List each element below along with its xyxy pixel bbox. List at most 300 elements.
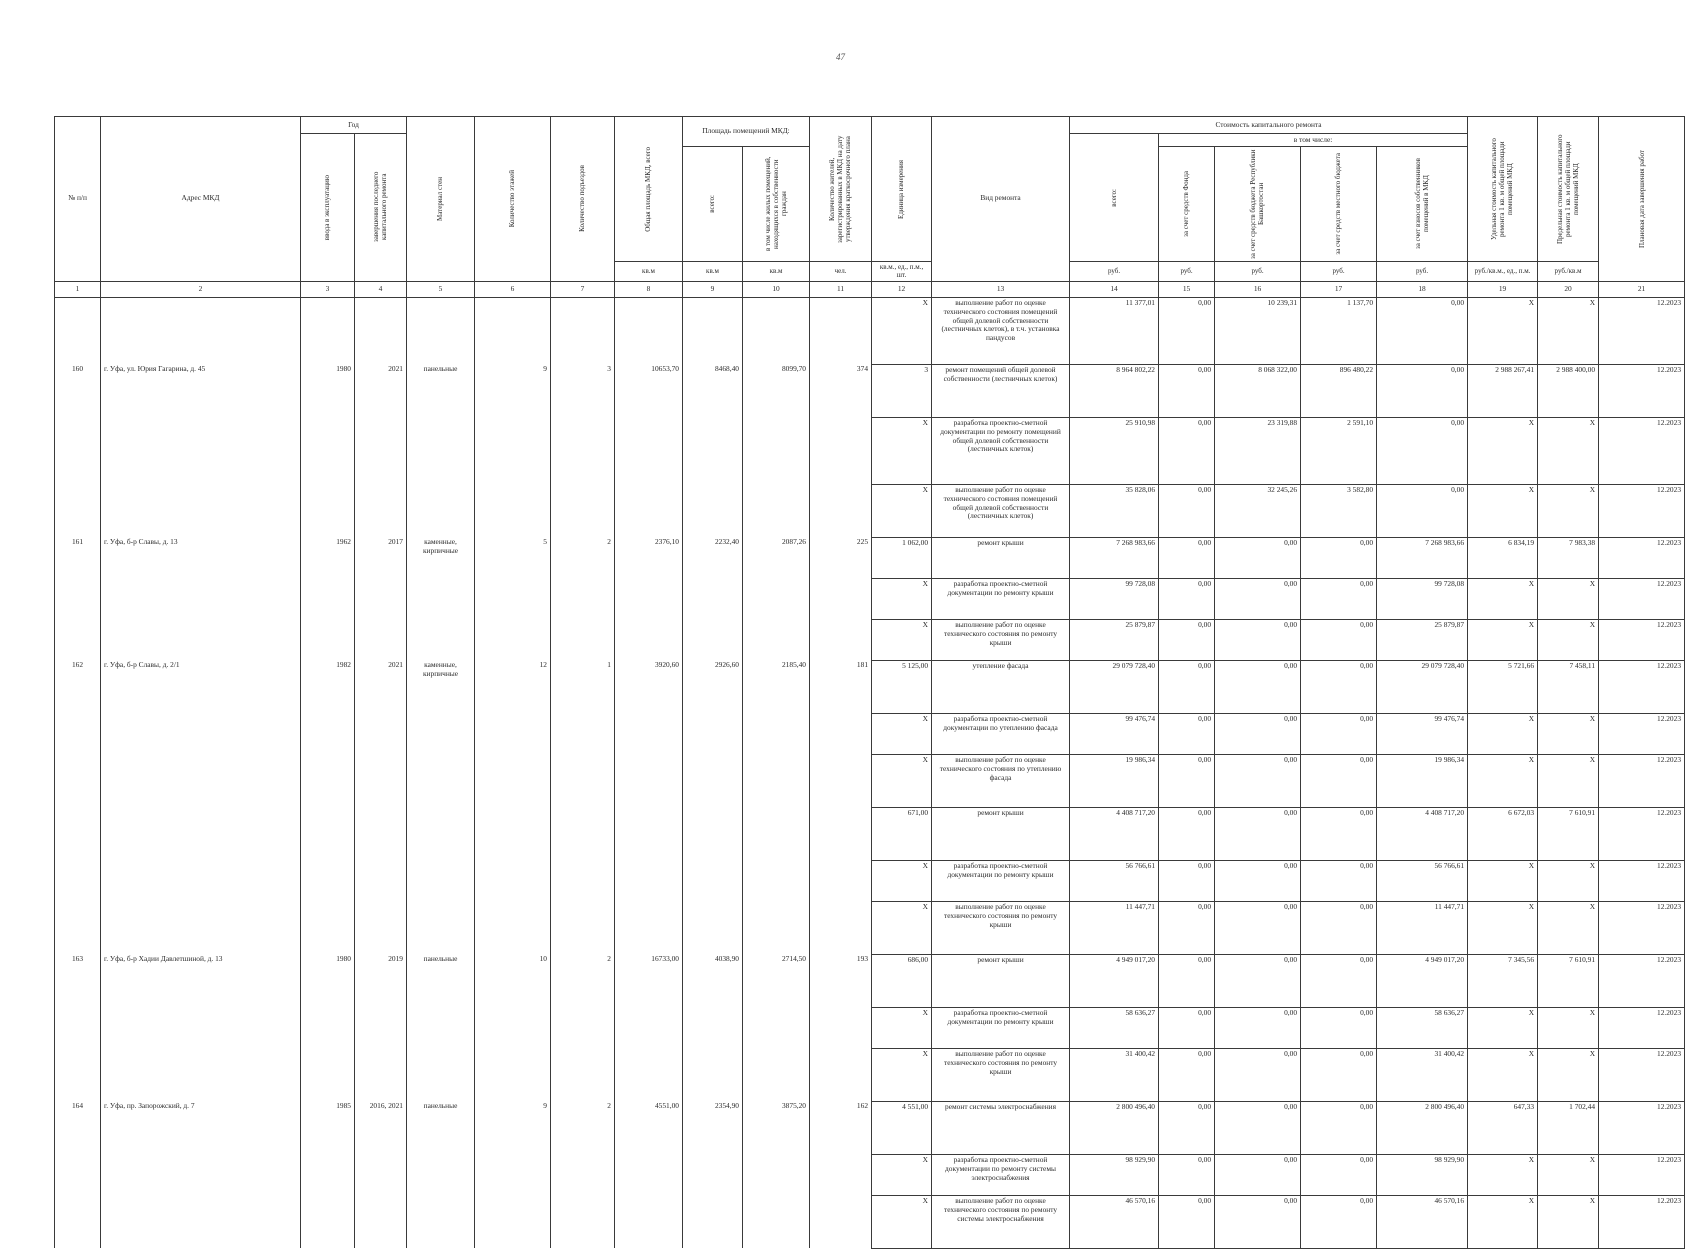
local-budget-cell: 2 591,10 [1301, 417, 1377, 484]
max-cost-cell: X [1538, 901, 1599, 954]
region-budget-cell: 0,00 [1215, 537, 1301, 578]
work-row [55, 807, 1685, 860]
address-cell: г. Уфа, б-р Славы, д. 13 [101, 537, 301, 578]
unit-col9: кв.м [683, 262, 743, 282]
col-number: 6 [475, 281, 551, 297]
planned-date-cell: 12.2023 [1599, 754, 1685, 807]
local-budget-cell: 0,00 [1301, 1154, 1377, 1195]
table-body [55, 297, 1685, 1248]
unit-col16: руб. [1215, 262, 1301, 282]
max-cost-cell: X [1538, 1154, 1599, 1195]
specific-cost-cell: X [1468, 484, 1538, 537]
premises-total-cell: 2232,40 [683, 537, 743, 578]
work-row [55, 417, 1685, 484]
cost-total-cell: 99 728,08 [1070, 578, 1159, 619]
residents-cell [810, 901, 872, 954]
quantity-cell: 671,00 [872, 807, 932, 860]
floors-cell [475, 1007, 551, 1048]
unit-col11: чел. [810, 262, 872, 282]
premises-total-cell [683, 484, 743, 537]
floors-cell [475, 297, 551, 364]
entrances-cell [551, 417, 615, 484]
total-area-cell [615, 754, 683, 807]
fund-cell: 0,00 [1159, 1101, 1215, 1154]
premises-owned-cell [743, 1154, 810, 1195]
entrances-cell [551, 901, 615, 954]
material-cell [407, 807, 475, 860]
work-row [55, 1007, 1685, 1048]
local-budget-cell: 0,00 [1301, 537, 1377, 578]
cost-total-cell: 11 447,71 [1070, 901, 1159, 954]
work-type-cell: ремонт крыши [932, 537, 1070, 578]
floors-cell [475, 417, 551, 484]
local-budget-cell: 3 582,80 [1301, 484, 1377, 537]
fund-cell: 0,00 [1159, 807, 1215, 860]
local-budget-cell: 0,00 [1301, 619, 1377, 660]
planned-date-cell: 12.2023 [1599, 1048, 1685, 1101]
col-number: 17 [1301, 281, 1377, 297]
premises-owned-cell [743, 807, 810, 860]
residents-cell [810, 619, 872, 660]
cost-total-cell: 98 929,90 [1070, 1154, 1159, 1195]
house-row [55, 954, 1685, 1007]
address-cell [101, 807, 301, 860]
house-row [55, 537, 1685, 578]
planned-date-cell: 12.2023 [1599, 1007, 1685, 1048]
fund-cell: 0,00 [1159, 954, 1215, 1007]
max-cost-cell: X [1538, 1007, 1599, 1048]
premises-owned-cell [743, 860, 810, 901]
premises-total-cell: 2354,90 [683, 1101, 743, 1154]
year-commission-cell: 1982 [301, 660, 355, 713]
unit-col15: руб. [1159, 262, 1215, 282]
quantity-cell: 686,00 [872, 954, 932, 1007]
header-cost-total: всего: [1070, 134, 1159, 262]
premises-owned-cell [743, 901, 810, 954]
floors-cell [475, 484, 551, 537]
fund-cell: 0,00 [1159, 1048, 1215, 1101]
specific-cost-cell: 647,33 [1468, 1101, 1538, 1154]
premises-total-cell [683, 619, 743, 660]
owners-cell: 29 079 728,40 [1377, 660, 1468, 713]
header-total-area: Общая площадь МКД, всего [615, 117, 683, 262]
entrances-cell: 2 [551, 954, 615, 1007]
floors-cell [475, 901, 551, 954]
region-budget-cell: 0,00 [1215, 754, 1301, 807]
specific-cost-cell: 6 672,03 [1468, 807, 1538, 860]
quantity-cell: X [872, 578, 932, 619]
planned-date-cell: 12.2023 [1599, 1101, 1685, 1154]
quantity-cell: 1 062,00 [872, 537, 932, 578]
year-commission-cell [301, 1007, 355, 1048]
year-last-repair-cell [355, 619, 407, 660]
house-number-cell [55, 1007, 101, 1048]
material-cell [407, 619, 475, 660]
owners-cell: 98 929,90 [1377, 1154, 1468, 1195]
material-cell [407, 713, 475, 754]
local-budget-cell: 0,00 [1301, 1101, 1377, 1154]
header-unit: Единица измерения [872, 117, 932, 262]
region-budget-cell: 0,00 [1215, 619, 1301, 660]
cost-total-cell: 8 964 802,22 [1070, 364, 1159, 417]
entrances-cell: 2 [551, 1101, 615, 1154]
address-cell [101, 1195, 301, 1248]
header-year: Год [301, 117, 407, 134]
entrances-cell [551, 807, 615, 860]
owners-cell: 25 879,87 [1377, 619, 1468, 660]
year-last-repair-cell: 2021 [355, 660, 407, 713]
header-entrances: Количество подъездов [551, 117, 615, 282]
year-commission-cell [301, 1048, 355, 1101]
owners-cell: 99 476,74 [1377, 713, 1468, 754]
floors-cell [475, 1195, 551, 1248]
col-number: 9 [683, 281, 743, 297]
col-number: 16 [1215, 281, 1301, 297]
planned-date-cell: 12.2023 [1599, 619, 1685, 660]
premises-owned-cell [743, 713, 810, 754]
owners-cell: 7 268 983,66 [1377, 537, 1468, 578]
specific-cost-cell: X [1468, 1007, 1538, 1048]
house-row [55, 364, 1685, 417]
work-row [55, 754, 1685, 807]
specific-cost-cell: 6 834,19 [1468, 537, 1538, 578]
total-area-cell: 2376,10 [615, 537, 683, 578]
fund-cell: 0,00 [1159, 1007, 1215, 1048]
col-number: 13 [932, 281, 1070, 297]
max-cost-cell: X [1538, 713, 1599, 754]
address-cell [101, 297, 301, 364]
owners-cell: 0,00 [1377, 417, 1468, 484]
premises-total-cell: 2926,60 [683, 660, 743, 713]
col-number: 15 [1159, 281, 1215, 297]
region-budget-cell: 8 068 322,00 [1215, 364, 1301, 417]
max-cost-cell: X [1538, 1048, 1599, 1101]
year-last-repair-cell [355, 484, 407, 537]
region-budget-cell: 0,00 [1215, 713, 1301, 754]
header-max-cost: Предельная стоимость капитального ремонта 1 кв. м общей площади помещений МКД [1538, 117, 1599, 262]
work-type-cell: разработка проектно-сметной документации по ремонту системы электроснабжения [932, 1154, 1070, 1195]
page-number: 47 [836, 52, 845, 62]
region-budget-cell: 0,00 [1215, 1154, 1301, 1195]
entrances-cell [551, 297, 615, 364]
total-area-cell [615, 901, 683, 954]
floors-cell [475, 754, 551, 807]
total-area-cell [615, 484, 683, 537]
address-cell [101, 754, 301, 807]
total-area-cell [615, 619, 683, 660]
specific-cost-cell: X [1468, 860, 1538, 901]
work-row [55, 713, 1685, 754]
floors-cell: 5 [475, 537, 551, 578]
planned-date-cell: 12.2023 [1599, 660, 1685, 713]
premises-owned-cell [743, 417, 810, 484]
header-floors: Количество этажей [475, 117, 551, 282]
max-cost-cell: X [1538, 1195, 1599, 1248]
material-cell: каменные, кирпичные [407, 660, 475, 713]
header-premises-owned: в том числе жилых помещений, находящихся в собственности граждан [743, 147, 810, 262]
house-row [55, 1101, 1685, 1154]
total-area-cell: 4551,00 [615, 1101, 683, 1154]
specific-cost-cell: 2 988 267,41 [1468, 364, 1538, 417]
year-last-repair-cell [355, 901, 407, 954]
work-type-cell: разработка проектно-сметной документации по ремонту крыши [932, 860, 1070, 901]
entrances-cell [551, 713, 615, 754]
year-last-repair-cell: 2017 [355, 537, 407, 578]
entrances-cell: 2 [551, 537, 615, 578]
house-number-cell [55, 417, 101, 484]
residents-cell: 162 [810, 1101, 872, 1154]
region-budget-cell: 0,00 [1215, 1007, 1301, 1048]
work-row [55, 297, 1685, 364]
planned-date-cell: 12.2023 [1599, 417, 1685, 484]
entrances-cell [551, 1007, 615, 1048]
house-number-cell [55, 1154, 101, 1195]
region-budget-cell: 0,00 [1215, 660, 1301, 713]
work-type-cell: выполнение работ по оценке технического состояния по ремонту системы электроснабжения [932, 1195, 1070, 1248]
unit-col14: руб. [1070, 262, 1159, 282]
year-commission-cell: 1980 [301, 364, 355, 417]
col-number: 12 [872, 281, 932, 297]
material-cell [407, 297, 475, 364]
entrances-cell [551, 619, 615, 660]
cost-total-cell: 7 268 983,66 [1070, 537, 1159, 578]
year-commission-cell [301, 901, 355, 954]
house-number-cell [55, 713, 101, 754]
premises-owned-cell: 3875,20 [743, 1101, 810, 1154]
address-cell [101, 1048, 301, 1101]
unit-col10: кв.м [743, 262, 810, 282]
entrances-cell [551, 1154, 615, 1195]
premises-total-cell [683, 860, 743, 901]
fund-cell: 0,00 [1159, 417, 1215, 484]
address-cell [101, 619, 301, 660]
entrances-cell [551, 1048, 615, 1101]
address-cell: г. Уфа, пр. Запорожский, д. 7 [101, 1101, 301, 1154]
fund-cell: 0,00 [1159, 1195, 1215, 1248]
header-year-last-repair: завершения последнего капитального ремонта [355, 134, 407, 282]
header-n: № п/п [55, 117, 101, 282]
region-budget-cell: 0,00 [1215, 1101, 1301, 1154]
cost-total-cell: 4 949 017,20 [1070, 954, 1159, 1007]
floors-cell [475, 1048, 551, 1101]
work-type-cell: разработка проектно-сметной документации по ремонту крыши [932, 578, 1070, 619]
cost-total-cell: 31 400,42 [1070, 1048, 1159, 1101]
specific-cost-cell: X [1468, 713, 1538, 754]
premises-total-cell [683, 578, 743, 619]
header-work: Вид ремонта [932, 117, 1070, 282]
year-commission-cell [301, 1195, 355, 1248]
entrances-cell [551, 578, 615, 619]
quantity-cell: 5 125,00 [872, 660, 932, 713]
premises-total-cell [683, 417, 743, 484]
address-cell: г. Уфа, б-р Хадии Давлетшиной, д. 13 [101, 954, 301, 1007]
total-area-cell [615, 578, 683, 619]
fund-cell: 0,00 [1159, 537, 1215, 578]
house-number-cell: 163 [55, 954, 101, 1007]
header-in-that: в том числе: [1159, 134, 1468, 147]
fund-cell: 0,00 [1159, 901, 1215, 954]
house-number-cell [55, 484, 101, 537]
work-type-cell: выполнение работ по оценке технического состояния помещений общей долевой собственности (лестничных клеток), в т.ч. установка пандусов [932, 297, 1070, 364]
region-budget-cell: 0,00 [1215, 807, 1301, 860]
fund-cell: 0,00 [1159, 297, 1215, 364]
year-last-repair-cell [355, 297, 407, 364]
specific-cost-cell: 5 721,66 [1468, 660, 1538, 713]
year-commission-cell: 1980 [301, 954, 355, 1007]
local-budget-cell: 0,00 [1301, 954, 1377, 1007]
col-number: 14 [1070, 281, 1159, 297]
premises-owned-cell [743, 578, 810, 619]
fund-cell: 0,00 [1159, 1154, 1215, 1195]
fund-cell: 0,00 [1159, 578, 1215, 619]
total-area-cell [615, 1195, 683, 1248]
unit-col20: руб./кв.м [1538, 262, 1599, 282]
local-budget-cell: 0,00 [1301, 1007, 1377, 1048]
work-row [55, 484, 1685, 537]
entrances-cell: 1 [551, 660, 615, 713]
floors-cell: 12 [475, 660, 551, 713]
total-area-cell: 10653,70 [615, 364, 683, 417]
year-commission-cell: 1985 [301, 1101, 355, 1154]
fund-cell: 0,00 [1159, 364, 1215, 417]
local-budget-cell: 0,00 [1301, 754, 1377, 807]
residents-cell: 225 [810, 537, 872, 578]
material-cell [407, 860, 475, 901]
quantity-cell: X [872, 417, 932, 484]
material-cell [407, 901, 475, 954]
year-last-repair-cell: 2016, 2021 [355, 1101, 407, 1154]
premises-owned-cell: 8099,70 [743, 364, 810, 417]
year-commission-cell [301, 1154, 355, 1195]
local-budget-cell: 0,00 [1301, 807, 1377, 860]
floors-cell: 9 [475, 364, 551, 417]
premises-total-cell: 8468,40 [683, 364, 743, 417]
residents-cell [810, 754, 872, 807]
column-numbers-row [55, 281, 1685, 297]
col-number: 21 [1599, 281, 1685, 297]
max-cost-cell: 7 610,91 [1538, 954, 1599, 1007]
header-premises-total: всего: [683, 147, 743, 262]
premises-total-cell [683, 1048, 743, 1101]
local-budget-cell: 0,00 [1301, 578, 1377, 619]
max-cost-cell: 1 702,44 [1538, 1101, 1599, 1154]
header-fund: за счет средств Фонда [1159, 147, 1215, 262]
year-commission-cell [301, 860, 355, 901]
planned-date-cell: 12.2023 [1599, 860, 1685, 901]
quantity-cell: X [872, 1007, 932, 1048]
work-row [55, 860, 1685, 901]
premises-owned-cell [743, 1007, 810, 1048]
house-number-cell [55, 901, 101, 954]
owners-cell: 31 400,42 [1377, 1048, 1468, 1101]
floors-cell [475, 860, 551, 901]
work-row [55, 578, 1685, 619]
address-cell [101, 860, 301, 901]
max-cost-cell: 7 610,91 [1538, 807, 1599, 860]
year-commission-cell [301, 417, 355, 484]
planned-date-cell: 12.2023 [1599, 297, 1685, 364]
quantity-cell: X [872, 297, 932, 364]
premises-owned-cell [743, 1195, 810, 1248]
house-number-cell [55, 1195, 101, 1248]
address-cell [101, 484, 301, 537]
fund-cell: 0,00 [1159, 660, 1215, 713]
year-last-repair-cell [355, 578, 407, 619]
material-cell [407, 484, 475, 537]
work-type-cell: ремонт помещений общей долевой собственности (лестничных клеток) [932, 364, 1070, 417]
premises-total-cell [683, 754, 743, 807]
year-last-repair-cell: 2019 [355, 954, 407, 1007]
quantity-cell: X [872, 754, 932, 807]
col-number: 7 [551, 281, 615, 297]
max-cost-cell: X [1538, 297, 1599, 364]
material-cell [407, 754, 475, 807]
cost-total-cell: 35 828,06 [1070, 484, 1159, 537]
total-area-cell [615, 713, 683, 754]
region-budget-cell: 0,00 [1215, 1195, 1301, 1248]
header-address: Адрес МКД [101, 117, 301, 282]
entrances-cell [551, 484, 615, 537]
address-cell [101, 1154, 301, 1195]
total-area-cell [615, 1048, 683, 1101]
premises-total-cell: 4038,90 [683, 954, 743, 1007]
year-commission-cell [301, 578, 355, 619]
owners-cell: 11 447,71 [1377, 901, 1468, 954]
entrances-cell [551, 860, 615, 901]
planned-date-cell: 12.2023 [1599, 484, 1685, 537]
header-year-commission: ввода в эксплуатацию [301, 134, 355, 282]
premises-owned-cell: 2714,50 [743, 954, 810, 1007]
specific-cost-cell: X [1468, 901, 1538, 954]
premises-owned-cell [743, 619, 810, 660]
residents-cell [810, 1195, 872, 1248]
total-area-cell: 16733,00 [615, 954, 683, 1007]
premises-total-cell [683, 1195, 743, 1248]
year-commission-cell [301, 619, 355, 660]
floors-cell [475, 713, 551, 754]
year-last-repair-cell [355, 1154, 407, 1195]
header-local: за счет средств местного бюджета [1301, 147, 1377, 262]
col-number: 4 [355, 281, 407, 297]
quantity-cell: 4 551,00 [872, 1101, 932, 1154]
planned-date-cell: 12.2023 [1599, 364, 1685, 417]
region-budget-cell: 10 239,31 [1215, 297, 1301, 364]
year-last-repair-cell: 2021 [355, 364, 407, 417]
residents-cell [810, 417, 872, 484]
material-cell [407, 1195, 475, 1248]
work-type-cell: утепление фасада [932, 660, 1070, 713]
quantity-cell: X [872, 1195, 932, 1248]
col-number: 10 [743, 281, 810, 297]
year-commission-cell [301, 484, 355, 537]
cost-total-cell: 4 408 717,20 [1070, 807, 1159, 860]
owners-cell: 56 766,61 [1377, 860, 1468, 901]
region-budget-cell: 32 245,26 [1215, 484, 1301, 537]
cost-total-cell: 11 377,01 [1070, 297, 1159, 364]
premises-owned-cell [743, 754, 810, 807]
residents-cell: 193 [810, 954, 872, 1007]
owners-cell: 58 636,27 [1377, 1007, 1468, 1048]
owners-cell: 4 408 717,20 [1377, 807, 1468, 860]
max-cost-cell: X [1538, 754, 1599, 807]
material-cell: панельные [407, 1101, 475, 1154]
header-specific-cost: Удельная стоимость капитального ремонта 1 кв. м общей площади помещений МКД [1468, 117, 1538, 262]
work-type-cell: разработка проектно-сметной документации по ремонту помещений общей долевой собственности (лестничных клеток) [932, 417, 1070, 484]
col-number: 18 [1377, 281, 1468, 297]
material-cell [407, 417, 475, 484]
total-area-cell: 3920,60 [615, 660, 683, 713]
header-region: за счет средств бюджета Республики Башкортостан [1215, 147, 1301, 262]
